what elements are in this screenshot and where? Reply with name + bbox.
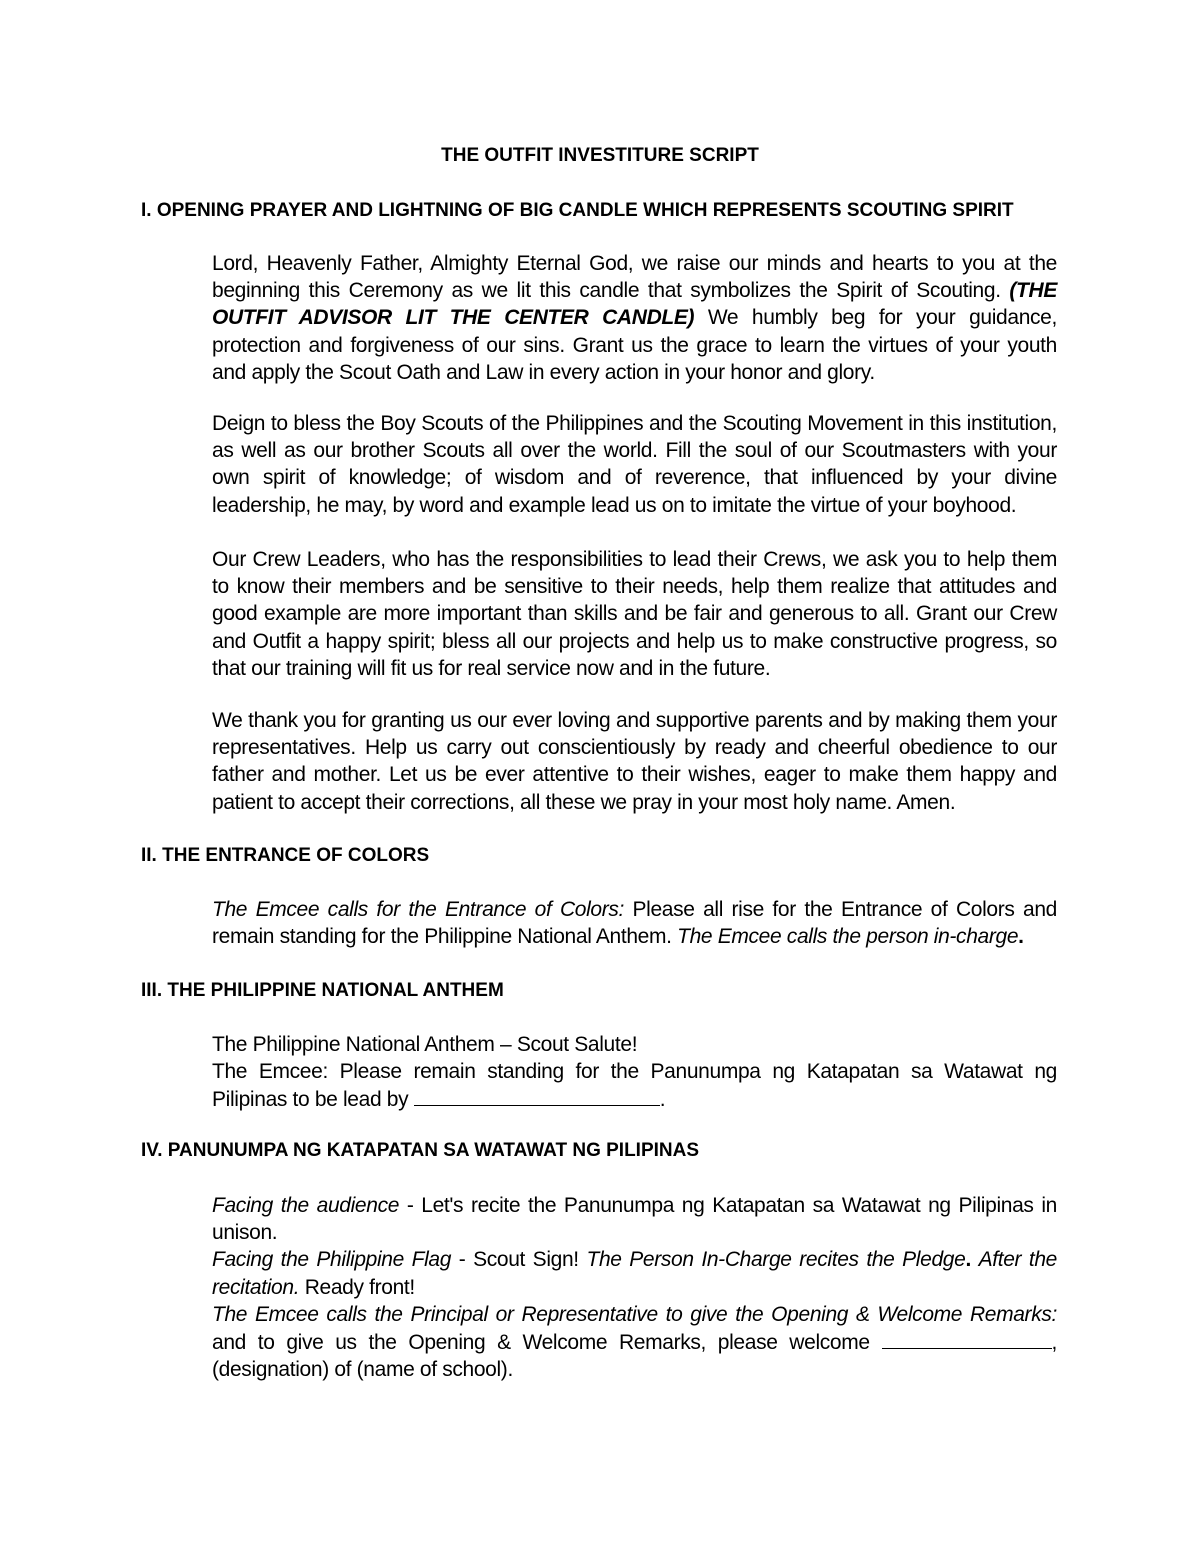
- blank-line: [882, 1328, 1052, 1349]
- stage-direction: The Emcee calls the Principal or Representative to give the Opening & Welcome Remarks:: [212, 1303, 1057, 1326]
- text: We humbly beg for your guidance, protection and forgiveness of our sins. Grant us the grace to learn the virtues of your youth and apply the Scout Oath and Law in every action in your honor and glory.: [212, 306, 1057, 384]
- text-line: [212, 1192, 1057, 1246]
- text: .: [659, 1088, 666, 1112]
- section-heading-opening-prayer: I. OPENING PRAYER AND LIGHTNING OF BIG CANDLE WHICH REPRESENTS SCOUTING SPIRIT: [141, 200, 1014, 221]
- text: .: [1018, 925, 1024, 949]
- paragraph-prayer-2: Deign to bless the Boy Scouts of the Philippines and the Scouting Movement in this institution, as well as our brother Scouts all over the world. Fill the soul of our Scoutmasters with your own spirit of knowledge; of wisdom and of reverence, that influenced by your divine leadership, he may, by word and example lead us on to imitate the virtue of your boyhood.: [212, 412, 1057, 517]
- text: The Emcee: Please remain standing for the Panunumpa ng Katapatan sa Watawat ng Pilipinas to be lead by: [212, 1060, 1057, 1112]
- text: Ready front!: [299, 1275, 415, 1299]
- paragraph-entrance-of-colors: [212, 896, 1057, 950]
- text: .: [965, 1248, 979, 1272]
- paragraph-prayer-3: Our Crew Leaders, who has the responsibilities to lead their Crews, we ask you to help them to know their members and be sensitive to their needs, help them realize that attitudes and good example are more important than skills and be fair and generous to all. Grant our Crew and Outfit a happy spirit; bless all our projects and help us to make constructive progress, so that our training will fit us for real service now and in the future.: [212, 548, 1057, 680]
- text: and to give us the Opening & Welcome Remarks, please welcome: [212, 1331, 882, 1355]
- paragraph-national-anthem: [212, 1031, 1057, 1114]
- stage-direction: After the recitation.: [212, 1248, 1057, 1299]
- section-heading-panunumpa: IV. PANUNUMPA NG KATAPATAN SA WATAWAT NG PILIPINAS: [141, 1140, 700, 1161]
- document-title: THE OUTFIT INVESTITURE SCRIPT: [441, 145, 759, 166]
- paragraph-panunumpa-1: [212, 1192, 1057, 1301]
- section-heading-national-anthem: III. THE PHILIPPINE NATIONAL ANTHEM: [141, 980, 504, 1001]
- paragraph-prayer-4: We thank you for granting us our ever loving and supportive parents and by making them your representatives. Help us carry out conscientiously by ready and cheerful obedience to our father and mother. Let us be ever attentive to their wishes, eager to make them happy and patient to accept their corrections, all these we pray in your most holy name. Amen.: [212, 709, 1057, 814]
- stage-direction: Facing the audience: [212, 1194, 400, 1217]
- stage-direction: The Person In-Charge recites the Pledge: [586, 1248, 966, 1272]
- text: , (designation) of (name of school).: [212, 1331, 1057, 1382]
- text: Please all rise for the Entrance of Colors and remain standing for the Philippine National Anthem.: [212, 898, 1057, 949]
- text: - Scout Sign!: [451, 1248, 587, 1272]
- stage-direction: Facing the Philippine Flag: [212, 1248, 452, 1272]
- stage-direction: The Emcee calls for the Entrance of Colors:: [212, 898, 625, 921]
- stage-direction: The Emcee calls the person in-charge: [677, 925, 1019, 949]
- stage-direction: (THE OUTFIT ADVISOR LIT THE CENTER CANDLE): [212, 279, 1057, 330]
- section-heading-entrance-of-colors: II. THE ENTRANCE OF COLORS: [141, 845, 430, 866]
- blank-line: [414, 1085, 660, 1106]
- text-line: The Philippine National Anthem – Scout Salute!: [212, 1033, 638, 1056]
- text: Lord, Heavenly Father, Almighty Eternal God, we raise our minds and hearts to you at the beginning this Ceremony as we lit this candle that symbolizes the Spirit of Scouting.: [212, 252, 1057, 303]
- paragraph-prayer-1: [212, 250, 1057, 386]
- text: - Let's recite the Panunumpa ng Katapatan sa Watawat ng Pilipinas in unison.: [212, 1194, 1057, 1245]
- paragraph-panunumpa-2: [212, 1301, 1057, 1384]
